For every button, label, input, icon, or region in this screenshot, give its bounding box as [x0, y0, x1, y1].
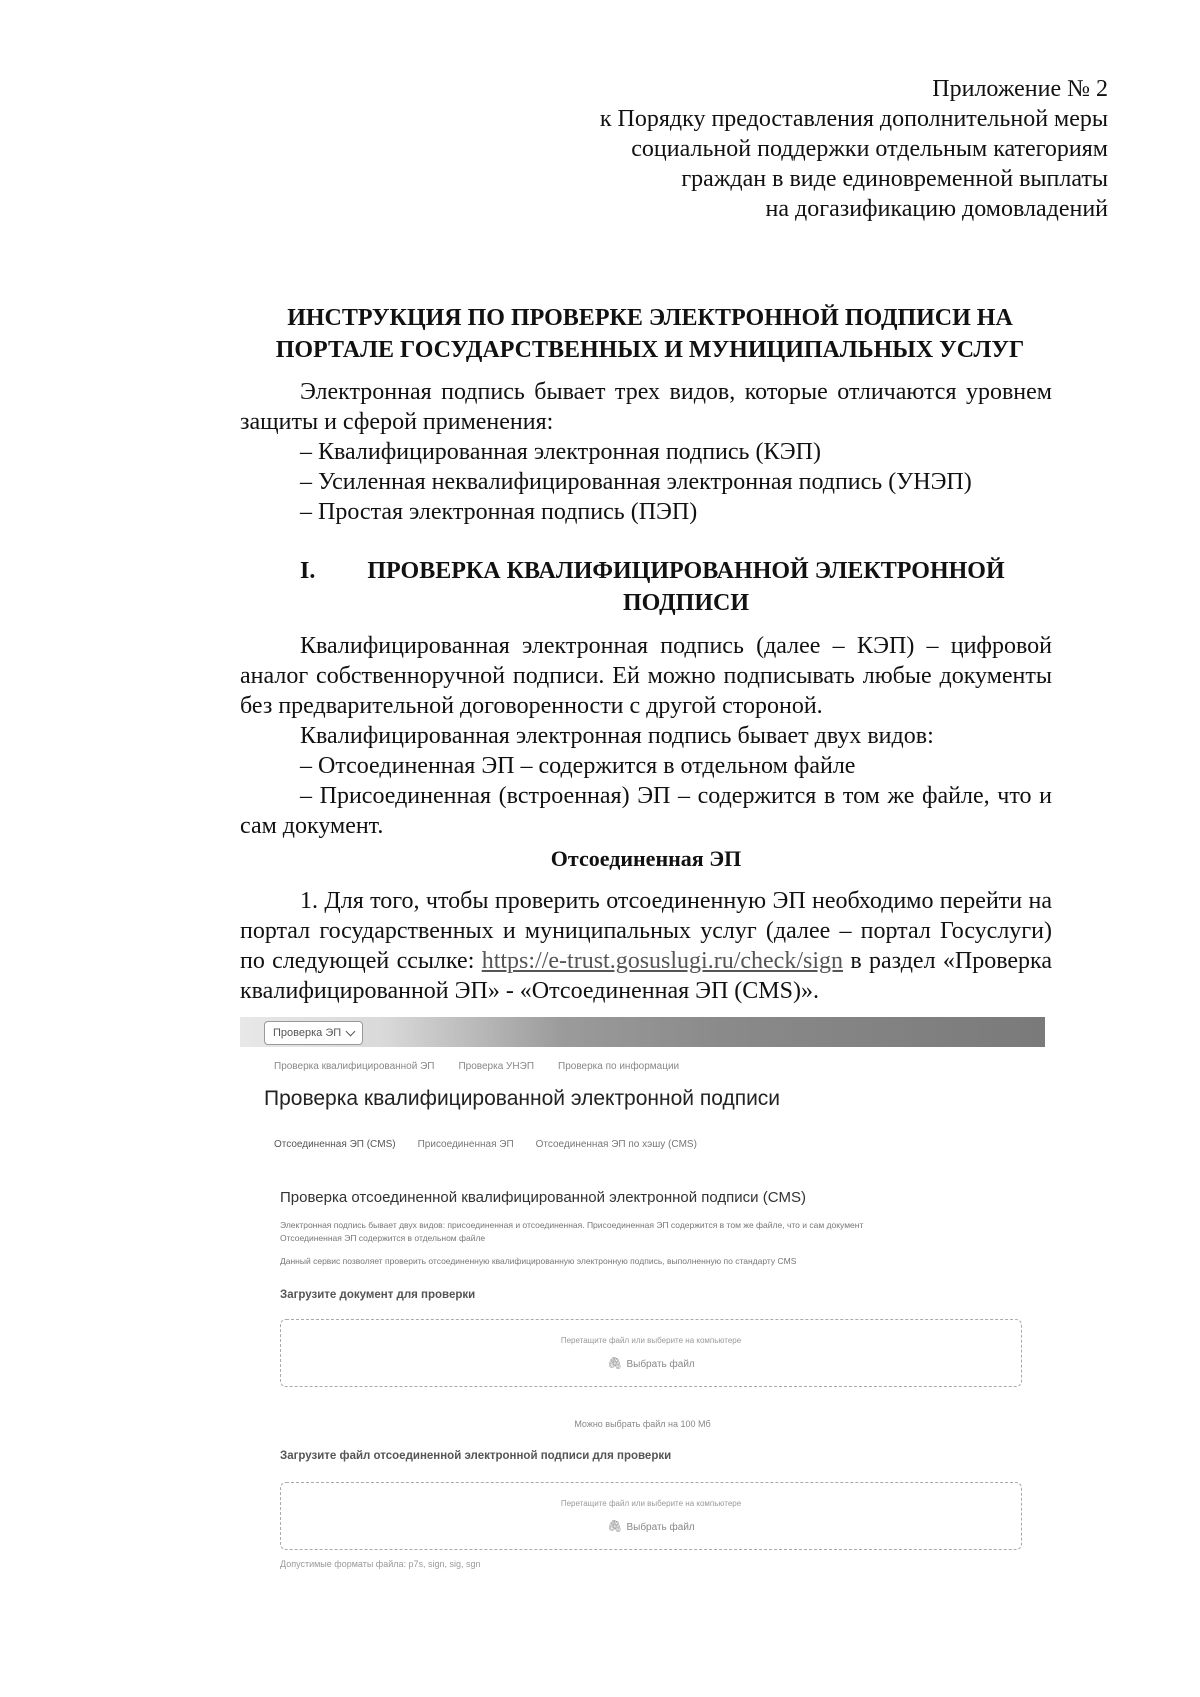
- choose-file-label: Выбрать файл: [626, 1522, 695, 1533]
- choose-file-label: Выбрать файл: [626, 1359, 695, 1370]
- section-title-line: ПРОВЕРКА КВАЛИФИЦИРОВАННОЙ ЭЛЕКТРОННОЙ: [367, 558, 1005, 584]
- appendix-line: на догазификацию домовладений: [765, 196, 1108, 222]
- nav-item[interactable]: Проверка по информации: [558, 1061, 680, 1072]
- dropzone-hint: Перетащите файл или выберите на компьютере: [560, 1499, 742, 1508]
- choose-file-button[interactable]: [281, 1519, 1021, 1533]
- portal-topbar: [240, 1017, 1045, 1047]
- tab-detached-cms[interactable]: Отсоединенная ЭП (CMS): [274, 1139, 396, 1150]
- upload-document-label: Загрузите документ для проверки: [280, 1289, 476, 1301]
- tab-attached[interactable]: Присоединенная ЭП: [417, 1139, 514, 1150]
- paperclip-icon: 🖇︎: [607, 1519, 623, 1533]
- appendix-line: Приложение № 2: [932, 76, 1108, 102]
- portal-section-title: Проверка отсоединенной квалифицированной электронной подписи (CMS): [280, 1189, 807, 1206]
- kep-definition-paragraph: Квалифицированная электронная подпись (далее – КЭП) – цифровой аналог собственноручной подписи. Ей можно подписывать любые документы без предварительной договоренности с другой стороной.: [240, 633, 1052, 719]
- upload-signature-label: Загрузите файл отсоединенной электронной подписи для проверки: [280, 1450, 672, 1462]
- intro-list-item: – Простая электронная подпись (ПЭП): [300, 499, 698, 525]
- dropzone-hint: Перетащите файл или выберите на компьютере: [560, 1336, 742, 1345]
- portal-screenshot: [240, 1017, 1045, 1572]
- description-line: Электронная подпись бывает двух видов: присоединенная и отсоединенная. Присоединенная ЭП содержится в том же файле, что и сам документ: [280, 1220, 864, 1230]
- intro-paragraph: Электронная подпись бывает трех видов, которые отличаются уровнем защиты и сферой применения:: [240, 379, 1052, 435]
- check-ep-dropdown[interactable]: [264, 1021, 363, 1045]
- document-title-line: ИНСТРУКЦИЯ ПО ПРОВЕРКЕ ЭЛЕКТРОННОЙ ПОДПИСИ НА: [287, 305, 1013, 331]
- portal-description: [280, 1219, 1020, 1245]
- section-heading: [240, 555, 1052, 619]
- subheading-detached: Отсоединенная ЭП: [550, 846, 742, 871]
- intro-block: [240, 377, 1052, 527]
- kep-type-item: – Отсоединенная ЭП – содержится в отдельном файле: [300, 753, 856, 779]
- kep-types-paragraph: Квалифицированная электронная подпись бывает двух видов:: [300, 723, 934, 749]
- appendix-line: к Порядку предоставления дополнительной меры: [599, 106, 1108, 132]
- document-title: [200, 302, 1100, 366]
- tab-detached-hash[interactable]: Отсоединенная ЭП по хэшу (CMS): [535, 1139, 697, 1150]
- allowed-formats-note: Допустимые форматы файла: p7s, sign, sig, sgn: [280, 1559, 481, 1569]
- appendix-line: социальной поддержки отдельным категориям: [631, 136, 1108, 162]
- file-size-note: Можно выбрать файл на 100 Мб: [574, 1419, 711, 1429]
- portal-tabs: [274, 1139, 697, 1150]
- section-number: I.: [300, 558, 316, 584]
- dropdown-label: Проверка ЭП: [273, 1027, 342, 1039]
- section-body: [240, 631, 1052, 841]
- document-dropzone[interactable]: [280, 1319, 1022, 1387]
- chevron-down-icon: [346, 1026, 356, 1036]
- paperclip-icon: 🖇︎: [607, 1356, 623, 1370]
- step1-text-end: в раздел «Проверка квалифицированной ЭП» - «Отсоединенная ЭП (CMS)».: [240, 948, 1052, 1004]
- step1-text: 1. Для того, чтобы проверить отсоединенную ЭП необходимо перейти на портал государственных и муниципальных услуг (далее – портал Госуслуги) по следующей ссылке:: [240, 888, 1052, 974]
- choose-file-button[interactable]: [281, 1356, 1021, 1370]
- nav-item[interactable]: Проверка квалифицированной ЭП: [274, 1061, 435, 1072]
- intro-list-item: – Усиленная неквалифицированная электронная подпись (УНЭП): [300, 469, 972, 495]
- appendix-line: граждан в виде единовременной выплаты: [681, 166, 1108, 192]
- nav-item[interactable]: Проверка УНЭП: [458, 1061, 535, 1072]
- kep-type-item: – Присоединенная (встроенная) ЭП – содержится в том же файле, что и сам документ.: [240, 783, 1052, 839]
- portal-page-title: Проверка квалифицированной электронной подписи: [264, 1087, 781, 1110]
- appendix-header: [548, 74, 1108, 224]
- section-title-line: ПОДПИСИ: [623, 590, 749, 616]
- step1-paragraph: [240, 886, 1052, 1006]
- intro-list-item: – Квалифицированная электронная подпись (КЭП): [300, 439, 821, 465]
- description-line: Отсоединенная ЭП содержится в отдельном файле: [280, 1233, 486, 1243]
- document-title-line: ПОРТАЛЕ ГОСУДАРСТВЕННЫХ И МУНИЦИПАЛЬНЫХ УСЛУГ: [275, 337, 1025, 363]
- signature-dropzone[interactable]: [280, 1482, 1022, 1550]
- portal-service-note: Данный сервис позволяет проверить отсоединенную квалифицированную электронную подпись, выполненную по стандарту CMS: [280, 1256, 797, 1266]
- gosuslugi-link[interactable]: https://e-trust.gosuslugi.ru/check/sign: [481, 948, 844, 974]
- portal-nav: [274, 1061, 679, 1072]
